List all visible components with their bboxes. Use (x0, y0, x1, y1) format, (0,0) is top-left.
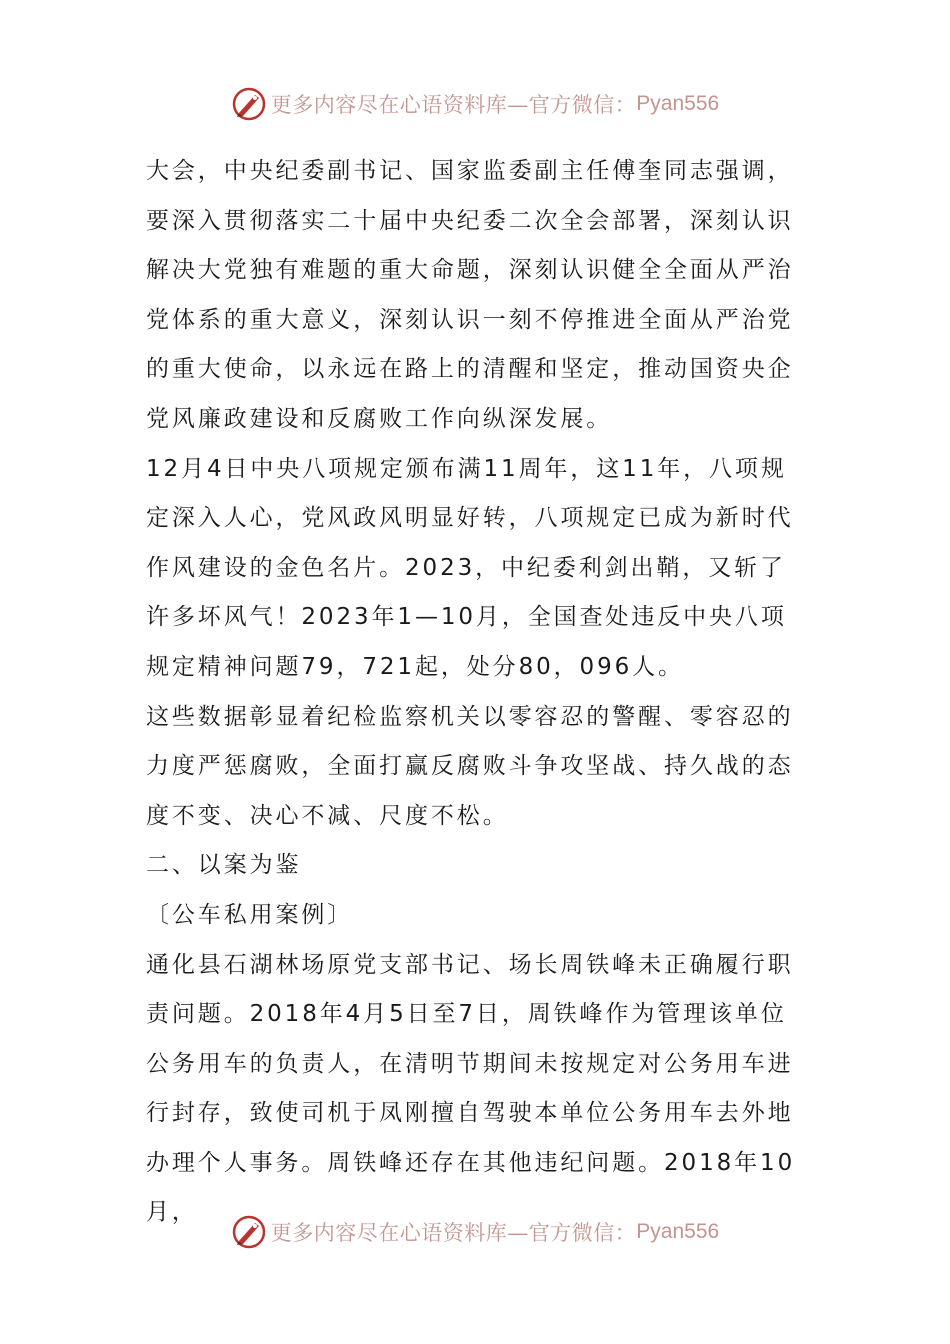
watermark-text: 更多内容尽在心语资料库—官方微信： (270, 93, 637, 117)
watermark-brand: Pyan556 (636, 92, 720, 115)
section-heading: 二、以案为鉴 (146, 852, 302, 879)
paragraph: 这些数据彰显着纪检监察机关以零容忍的警醒、零容忍的力度严惩腐败，全面打赢反腐败斗争攻坚战、持久战的态度不变、决心不减、尺度不松。 (146, 703, 794, 829)
watermark-brand: Pyan556 (636, 1220, 720, 1243)
header-watermark (0, 84, 950, 124)
case-label: 〔公车私用案例〕 (146, 901, 354, 928)
paragraph: 通化县石湖林场原党支部书记、场长周铁峰未正确履行职责问题。2018年4月5日至7日，周铁峰作为管理该单位公务用车的负责人，在清明节期间未按规定对公务用车进行封存，致使司机于凤刚擅自驾驶本单位公务用车去外地办理个人事务。周铁峰还存在其他违纪问题。2018年10月， (146, 951, 796, 1226)
paragraph: 12月4日中央八项规定颁布满11周年，这11年，八项规定深入人心，党风政风明显好转，八项规定已成为新时代作风建设的金色名片。2023，中纪委利剑出鞘，又斩了许多坏风气！2023年1—10月，全国查处违反中央八项规定精神问题79，721起，处分80，096人。 (146, 455, 794, 680)
footer-watermark (0, 1212, 950, 1252)
watermark-text: 更多内容尽在心语资料库—官方微信： (270, 1221, 637, 1245)
document-body (146, 147, 808, 1238)
pen-nib-logo-icon (231, 86, 267, 122)
paragraph: 大会，中央纪委副书记、国家监委副主任傅奎同志强调，要深入贯彻落实二十届中央纪委二次全会部署，深刻认识解决大党独有难题的重大命题，深刻认识健全全面从严治党体系的重大意义，深刻认识一刻不停推进全面从严治党的重大使命，以永远在路上的清醒和坚定，推动国资央企党风廉政建设和反腐败工作向纵深发展。 (146, 158, 794, 432)
pen-nib-logo-icon (231, 1214, 267, 1250)
